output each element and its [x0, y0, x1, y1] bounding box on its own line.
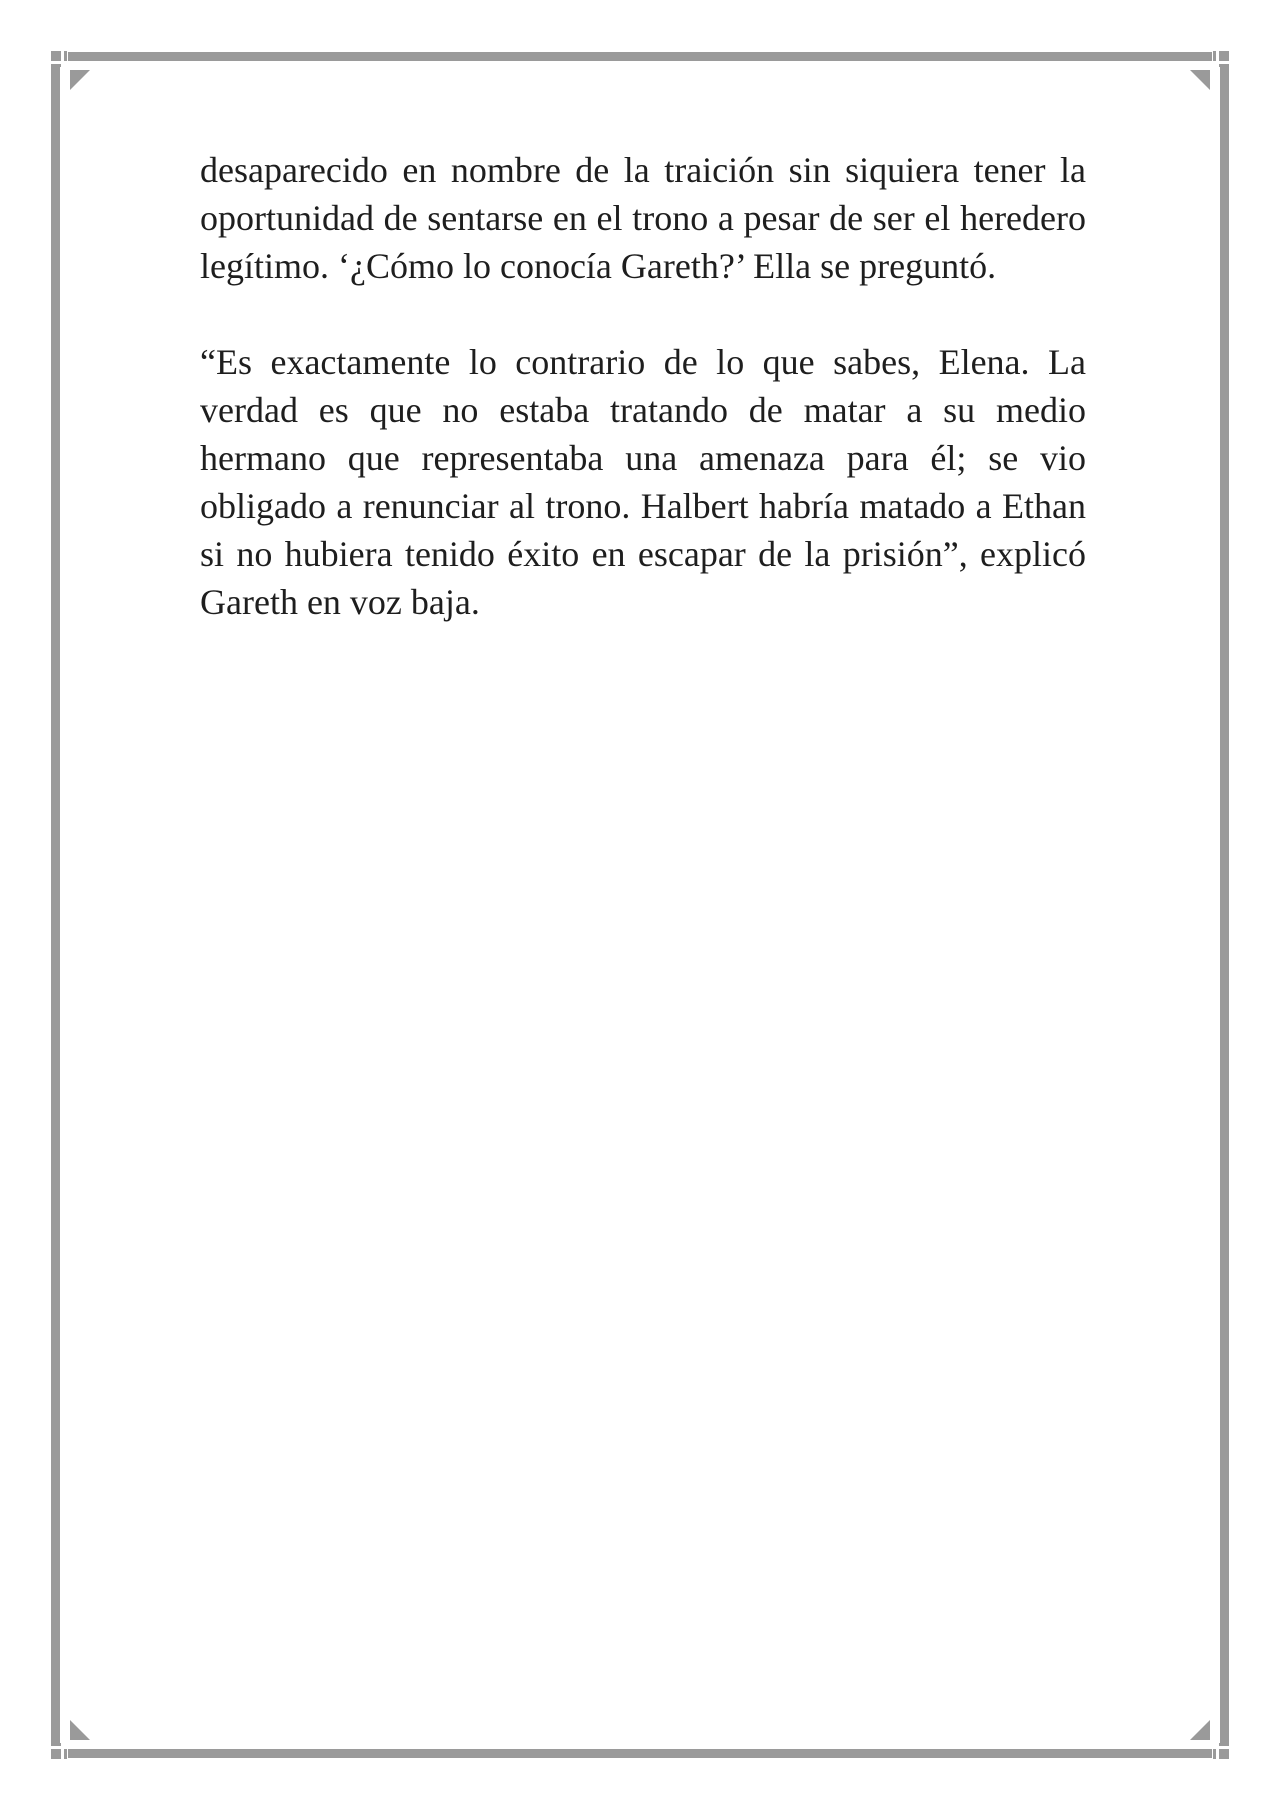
- paragraph-1: desaparecido en nombre de la traición sin siquiera tener la oportunidad de sentarse en el trono a pesar de ser el heredero legítimo. ‘¿Cómo lo conocía Gareth?’ Ella se preguntó.: [200, 150, 1086, 286]
- paragraph-2: “Es exactamente lo contrario de lo que sabes, Elena. La verdad es que no estaba tratando de matar a su medio hermano que representaba una amenaza para él; se vio obligado a renunciar al trono. Halbert habría matado a Ethan si no hubiera tenido éxito en escapar de la prisión”, explicó Gareth en voz baja.: [200, 342, 1086, 622]
- page-body-text: [200, 146, 1086, 674]
